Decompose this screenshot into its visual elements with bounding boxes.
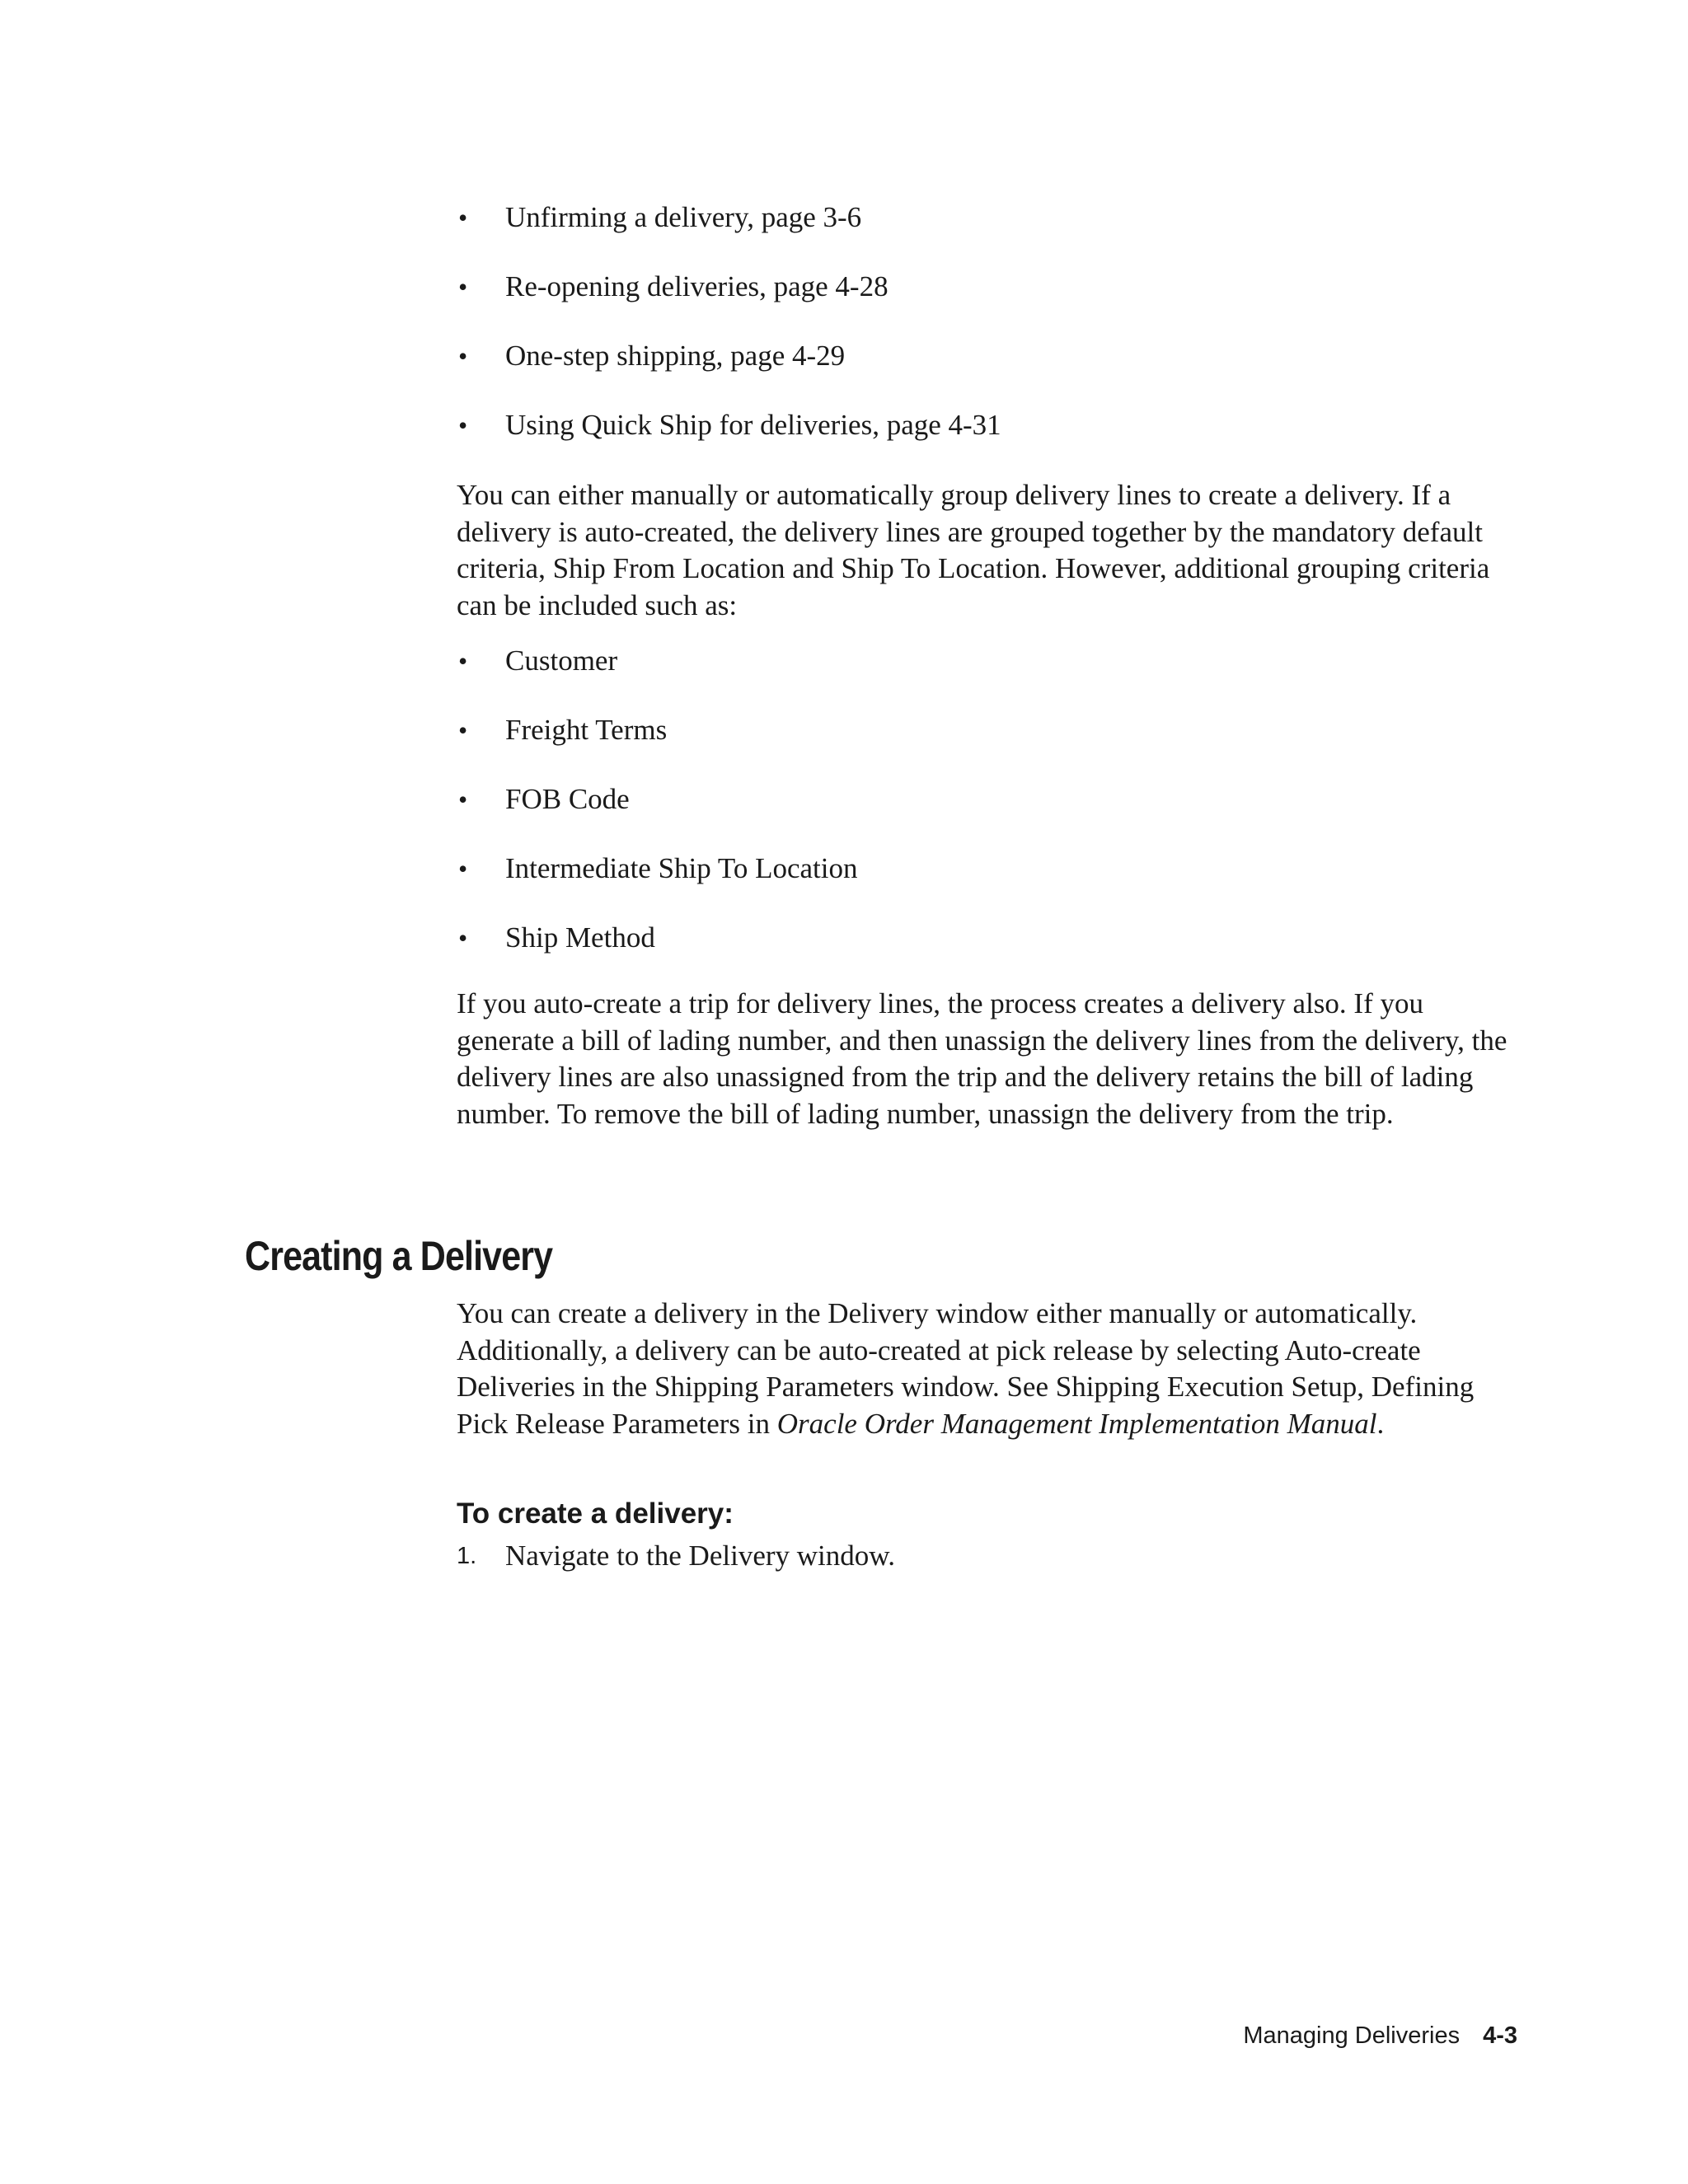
list-item-text: Using Quick Ship for deliveries, page 4-31	[505, 409, 1001, 441]
related-topics-list-container	[457, 199, 1528, 443]
related-topics-list	[457, 199, 1528, 443]
procedure-step	[457, 1538, 1528, 1574]
list-item	[457, 712, 1528, 748]
footer-chapter-title: Managing Deliveries	[1243, 2022, 1461, 2049]
list-item-text: Freight Terms	[505, 714, 668, 746]
list-item-text: Re-opening deliveries, page 4-28	[505, 270, 889, 302]
list-item	[457, 851, 1528, 887]
list-item	[457, 643, 1528, 679]
footer-page-number: 4-3	[1483, 2022, 1517, 2049]
bullet-icon: •	[458, 785, 468, 814]
bullet-icon: •	[458, 341, 468, 371]
create-paragraph	[457, 1296, 1528, 1442]
bullet-icon: •	[458, 203, 468, 232]
list-item	[457, 199, 1528, 236]
list-item-text: Unfirming a delivery, page 3-6	[505, 201, 862, 233]
list-item	[457, 338, 1528, 374]
bullet-icon: •	[458, 923, 468, 953]
grouping-criteria-list-container	[457, 643, 1528, 956]
list-item-text: FOB Code	[505, 783, 630, 815]
procedure-heading: To create a delivery:	[457, 1497, 734, 1530]
list-item-text: Intermediate Ship To Location	[505, 852, 858, 884]
page-footer	[1243, 2021, 1517, 2050]
bullet-icon: •	[458, 715, 468, 745]
list-item-text: Ship Method	[505, 921, 655, 954]
bullet-icon: •	[458, 272, 468, 302]
trip-paragraph: If you auto-create a trip for delivery lines, the process creates a delivery also. If you generate a bill of lading number, and then unassign the delivery lines from the delivery, the delivery lines are also unassigned from the trip and the delivery retains the bill of lading number. To remove the bill of lading number, unassign the delivery from the trip.	[457, 987, 1507, 1130]
create-paragraph-container	[457, 1296, 1528, 1442]
list-item-text: Customer	[505, 644, 618, 677]
step-number: 1.	[457, 1543, 477, 1569]
section-heading: Creating a Delivery	[245, 1233, 553, 1279]
list-item	[457, 920, 1528, 956]
manual-title-italic: Oracle Order Management Implementation Manual	[776, 1407, 1377, 1440]
list-item	[457, 269, 1528, 305]
list-item-text: One-step shipping, page 4-29	[505, 340, 846, 372]
bullet-icon: •	[458, 410, 468, 440]
list-item	[457, 407, 1528, 443]
step-text: Navigate to the Delivery window.	[505, 1540, 896, 1572]
trip-paragraph-container	[457, 986, 1528, 1132]
grouping-paragraph-container	[457, 477, 1528, 624]
bullet-icon: •	[458, 854, 468, 883]
create-paragraph-end: .	[1376, 1407, 1385, 1440]
list-item	[457, 781, 1528, 818]
create-paragraph-text: You can create a delivery in the Delivery window either manually or automatically. Additionally, a delivery can be auto-created at pick release by selecting Auto-create Deliveries in the Shipping Parameters window. See Shipping Execution Setup, Defining Pick Release Parameters in	[457, 1297, 1475, 1440]
grouping-criteria-list	[457, 643, 1528, 956]
grouping-paragraph: You can either manually or automatically group delivery lines to create a delivery. If a delivery is auto-created, the delivery lines are grouped together by the mandatory default criteria, Ship From Location and Ship To Location. However, additional grouping criteria can be included such as:	[457, 479, 1490, 621]
bullet-icon: •	[458, 646, 468, 676]
